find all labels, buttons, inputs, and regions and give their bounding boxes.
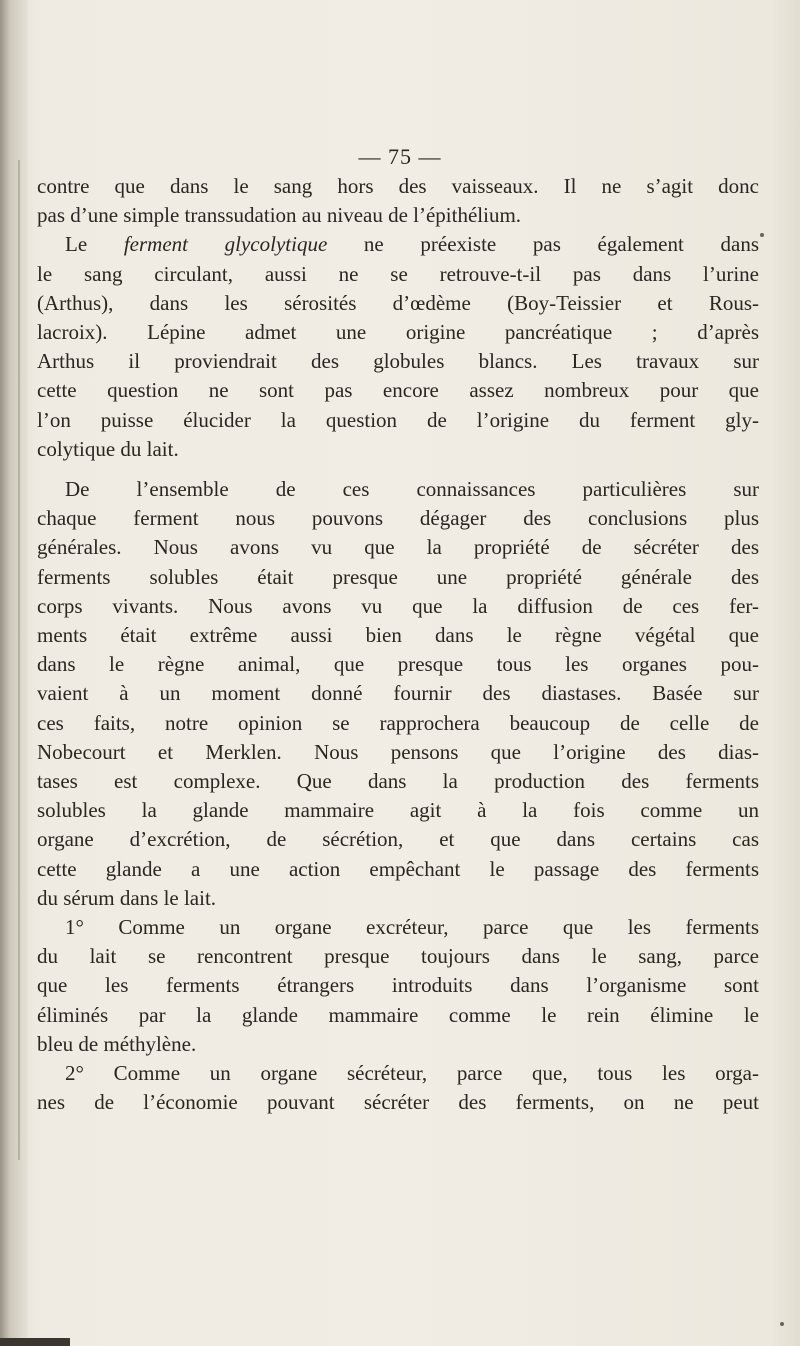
binding-edge: [18, 160, 20, 1160]
text-line: vaient à un moment donné fournir des diastases. Basée sur: [37, 681, 759, 706]
text-line: Nobecourt et Merklen. Nous pensons que l’origine des dias-: [37, 739, 759, 764]
paragraph-1: [37, 172, 759, 230]
text-line: contre que dans le sang hors des vaisseaux. Il ne s’agit donc: [37, 174, 759, 198]
text-line: lacroix). Lépine admet une origine pancréatique ; d’après: [37, 320, 759, 345]
text-line: générales. Nous avons vu que la propriété de sécréter des: [37, 535, 759, 560]
binding-shadow: [0, 0, 28, 1346]
text-line: ces faits, notre opinion se rapprochera beaucoup de celle de: [37, 710, 759, 735]
paragraph-2: [37, 230, 759, 464]
ink-speck: [780, 1322, 784, 1326]
text-line: nes de l’économie pouvant sécréter des ferments, on ne peut: [37, 1090, 759, 1115]
text-line: tases est complexe. Que dans la production des ferments: [37, 769, 759, 794]
text-line: [37, 230, 759, 259]
paragraph-5: [37, 1059, 759, 1117]
text-line: ferments solubles était presque une propriété générale des: [37, 564, 759, 589]
text-line: dans le règne animal, que presque tous les organes pou-: [37, 652, 759, 677]
ink-speck: [760, 233, 764, 237]
text-line: solubles la glande mammaire agit à la fois comme un: [37, 798, 759, 823]
text-line: du lait se rencontrent presque toujours dans le sang, parce: [37, 944, 759, 969]
body-text: [37, 172, 759, 1118]
text-line: cette glande a une action empêchant le passage des ferments: [37, 856, 759, 881]
text-line: du sérum dans le lait.: [37, 885, 217, 910]
text-line: corps vivants. Nous avons vu que la diffusion de ces fer-: [37, 593, 759, 618]
text-line: organe d’excrétion, de sécrétion, et que dans certains cas: [37, 827, 759, 852]
text-line: (Arthus), dans les sérosités d’œdème (Boy-Teissier et Rous-: [37, 290, 759, 315]
text-line: colytique du lait.: [37, 436, 179, 461]
text-line: 2° Comme un organe sécréteur, parce que, tous les orga-: [65, 1061, 759, 1086]
paragraph-3: [37, 475, 759, 913]
paragraph-4: [37, 913, 759, 1059]
binding-mark: [0, 1338, 70, 1346]
text-line: De l’ensemble de ces connaissances particulières sur: [65, 477, 759, 502]
text-line: l’on puisse élucider la question de l’origine du ferment gly-: [37, 407, 759, 432]
paragraph-gap: [37, 464, 759, 475]
text-line: cette question ne sont pas encore assez nombreux pour que: [37, 378, 759, 403]
text-line: chaque ferment nous pouvons dégager des conclusions plus: [37, 506, 759, 531]
text-line: le sang circulant, aussi ne se retrouve-t-il pas dans l’urine: [37, 261, 759, 286]
page-number: — 75 —: [358, 144, 442, 169]
text-line: ments était extrême aussi bien dans le règne végétal que: [37, 623, 759, 648]
text-line: 1° Comme un organe excréteur, parce que les ferments: [65, 915, 759, 940]
text-line: éliminés par la glande mammaire comme le rein élimine le: [37, 1002, 759, 1027]
text-line: pas d’une simple transsudation au niveau de l’épithélium.: [37, 203, 522, 228]
text-line: bleu de méthylène.: [37, 1031, 197, 1056]
text-fragment: Le: [65, 232, 124, 257]
text-line: que les ferments étrangers introduits dans l’organisme sont: [37, 973, 759, 998]
italic-term: ferment glycolytique: [123, 232, 328, 257]
text-fragment: ne préexiste pas également dans: [327, 232, 759, 257]
text-line: Arthus il proviendrait des globules blancs. Les travaux sur: [37, 349, 759, 374]
